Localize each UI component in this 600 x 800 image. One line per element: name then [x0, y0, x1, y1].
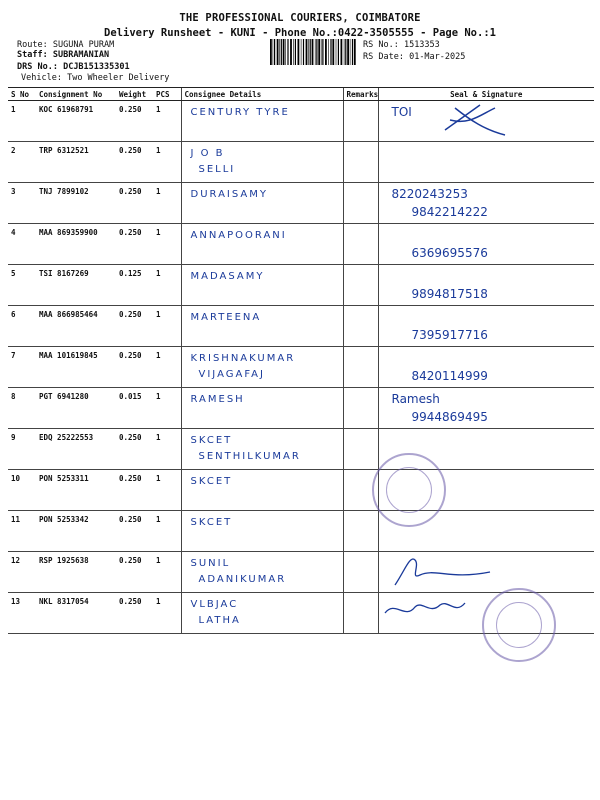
weight-cell: 0.250 — [116, 183, 153, 224]
barcode-bar — [310, 39, 311, 65]
consignee-details-cell — [181, 388, 343, 429]
col-weight-header: Weight — [116, 88, 153, 101]
table-row — [8, 224, 594, 265]
sno-cell: 5 — [8, 265, 36, 306]
weight-cell: 0.250 — [116, 593, 153, 634]
staff-line — [17, 50, 109, 60]
barcode-bar — [301, 39, 302, 65]
barcode-bar — [330, 39, 331, 65]
pcs-cell: 1 — [153, 429, 181, 470]
barcode-bar — [277, 39, 279, 65]
remarks-cell — [343, 552, 378, 593]
rs-no-value: 1513353 — [403, 40, 440, 50]
consignee-line-1: SKCET — [190, 435, 233, 446]
route-label: Route: — [17, 40, 48, 50]
weight-cell: 0.015 — [116, 388, 153, 429]
consignee-details-cell — [181, 101, 343, 142]
consignee-line-2: VIJAGAFAJ — [198, 369, 265, 380]
barcode-bar — [283, 39, 285, 65]
signature-line-1: Ramesh — [391, 392, 440, 406]
sno-cell: 3 — [8, 183, 36, 224]
barcode-bar — [274, 39, 275, 65]
consignee-line-1: MARTEENA — [190, 312, 262, 323]
drs-line — [17, 62, 130, 72]
runsheet-table — [8, 87, 594, 634]
col-details-header: Consignee Details — [181, 88, 343, 101]
consignee-details-cell — [181, 306, 343, 347]
barcode-bar — [290, 39, 292, 65]
consignee-details-cell — [181, 552, 343, 593]
remarks-cell — [343, 224, 378, 265]
table-row — [8, 265, 594, 306]
signature-area — [382, 392, 592, 428]
barcode-bar — [341, 39, 343, 65]
sno-cell: 12 — [8, 552, 36, 593]
consignment-cell: PGT 6941280 — [36, 388, 116, 429]
barcode-bar — [285, 39, 286, 65]
consignee-line-1: SUNIL — [190, 558, 231, 569]
consignee-line-2: SENTHILKUMAR — [198, 451, 301, 462]
pcs-cell: 1 — [153, 388, 181, 429]
signature-line-1: 8220243253 — [391, 187, 468, 201]
barcode-image — [270, 39, 356, 65]
seal-stamp — [372, 453, 446, 527]
remarks-cell — [343, 511, 378, 552]
pcs-cell: 1 — [153, 101, 181, 142]
pcs-cell: 1 — [153, 224, 181, 265]
signature-line-2: 8420114999 — [411, 369, 488, 383]
remarks-cell — [343, 593, 378, 634]
rs-no-line — [363, 40, 440, 50]
col-sno-header: S No — [8, 88, 36, 101]
consignee-line-2: LATHA — [198, 615, 241, 626]
weight-cell: 0.250 — [116, 224, 153, 265]
drs-value: DCJB151335301 — [63, 62, 130, 72]
weight-cell: 0.250 — [116, 470, 153, 511]
company-title: THE PROFESSIONAL COURIERS, COIMBATORE — [179, 12, 421, 24]
col-seal-header: Seal & Signature — [378, 88, 594, 101]
barcode-bar — [347, 39, 349, 65]
consignee-details-cell — [181, 470, 343, 511]
weight-cell: 0.250 — [116, 306, 153, 347]
barcode-bar — [332, 39, 334, 65]
signature-line-2: 9944869495 — [411, 410, 488, 424]
vehicle-label: Vehicle: — [21, 73, 62, 83]
barcode-bar — [298, 39, 300, 65]
barcode-bar — [328, 39, 329, 65]
sno-cell: 9 — [8, 429, 36, 470]
seal-signature-cell — [378, 347, 594, 388]
seal-signature-cell — [378, 306, 594, 347]
weight-cell: 0.125 — [116, 265, 153, 306]
sno-cell: 10 — [8, 470, 36, 511]
consignment-cell: KOC 61968791 — [36, 101, 116, 142]
staff-value: SUBRAMANIAN — [52, 50, 110, 60]
consignee-details-cell — [181, 347, 343, 388]
consignment-cell: RSP 1925638 — [36, 552, 116, 593]
table-row — [8, 183, 594, 224]
consignee-line-1: MADASAMY — [190, 271, 265, 282]
signature-line-2: 9894817518 — [411, 287, 488, 301]
table-row — [8, 388, 594, 429]
table-row — [8, 142, 594, 183]
barcode-bar — [344, 39, 345, 65]
pcs-cell: 1 — [153, 470, 181, 511]
seal-signature-cell — [378, 142, 594, 183]
remarks-cell — [343, 306, 378, 347]
staff-label: Staff: — [17, 50, 48, 60]
weight-cell: 0.250 — [116, 101, 153, 142]
consignee-details-cell — [181, 429, 343, 470]
signature-line-2: 7395917716 — [411, 328, 488, 342]
remarks-cell — [343, 347, 378, 388]
consignee-line-1: J O B — [190, 148, 225, 159]
pcs-cell: 1 — [153, 142, 181, 183]
consignee-line-1: RAMESH — [190, 394, 245, 405]
sno-cell: 8 — [8, 388, 36, 429]
sno-cell: 2 — [8, 142, 36, 183]
pcs-cell: 1 — [153, 347, 181, 388]
consignee-line-1: SKCET — [190, 476, 233, 487]
seal-signature-cell — [378, 388, 594, 429]
remarks-cell — [343, 142, 378, 183]
rs-date-line — [363, 52, 465, 62]
rs-date-label: RS Date: — [363, 52, 404, 62]
consignment-cell: PON 5253342 — [36, 511, 116, 552]
pcs-cell: 1 — [153, 306, 181, 347]
consignee-details-cell — [181, 224, 343, 265]
barcode-bar — [316, 39, 317, 65]
runsheet-subtitle: Delivery Runsheet - KUNI - Phone No.:0422-3505555 - Page No.:1 — [104, 27, 496, 39]
barcode-bar — [312, 39, 314, 65]
barcode-bar — [279, 39, 280, 65]
route-value: SUGUNA PURAM — [52, 40, 115, 50]
barcode-bar — [318, 39, 320, 65]
weight-cell: 0.250 — [116, 429, 153, 470]
vehicle-value: Two Wheeler Delivery — [67, 73, 170, 83]
consignee-line-2: ADANIKUMAR — [198, 574, 287, 585]
weight-cell: 0.250 — [116, 552, 153, 593]
sno-cell: 1 — [8, 101, 36, 142]
seal-stamp — [482, 588, 556, 662]
remarks-cell — [343, 183, 378, 224]
vehicle-line — [21, 73, 169, 83]
col-pcs-header: PCS — [153, 88, 181, 101]
consignee-details-cell — [181, 142, 343, 183]
signature-line-1: TOI — [391, 105, 412, 119]
consignment-cell: PON 5253311 — [36, 470, 116, 511]
barcode-bar — [336, 39, 337, 65]
signature-line-2: 9842214222 — [411, 205, 488, 219]
table-row — [8, 306, 594, 347]
barcode-bar — [352, 39, 353, 65]
signature-area — [382, 310, 592, 346]
remarks-cell — [343, 388, 378, 429]
barcode-bar — [281, 39, 282, 65]
remarks-cell — [343, 265, 378, 306]
consignee-line-1: CENTURY TYRE — [190, 107, 290, 118]
signature-area — [382, 269, 592, 305]
barcode-bar — [345, 39, 346, 65]
col-consignment-header: Consignment No — [36, 88, 116, 101]
sno-cell: 6 — [8, 306, 36, 347]
consignment-cell: NKL 8317054 — [36, 593, 116, 634]
barcode-bar — [315, 39, 316, 65]
consignment-cell: TRP 6312521 — [36, 142, 116, 183]
table-body — [8, 101, 594, 634]
pcs-cell: 1 — [153, 265, 181, 306]
consignment-cell: TSI 8167269 — [36, 265, 116, 306]
signature-scribble — [380, 595, 470, 623]
consignee-line-1: DURAISAMY — [190, 189, 268, 200]
signature-line-2: 6369695576 — [411, 246, 488, 260]
weight-cell: 0.250 — [116, 347, 153, 388]
pcs-cell: 1 — [153, 593, 181, 634]
consignee-details-cell — [181, 183, 343, 224]
seal-signature-cell — [378, 183, 594, 224]
table-row — [8, 470, 594, 511]
barcode-bar — [338, 39, 339, 65]
signature-area — [382, 146, 592, 182]
sno-cell: 4 — [8, 224, 36, 265]
weight-cell: 0.250 — [116, 142, 153, 183]
barcode-bar — [322, 39, 323, 65]
signature-scribble — [390, 550, 500, 590]
signature-scribble — [440, 100, 510, 140]
signature-area — [382, 187, 592, 223]
barcode-bar — [306, 39, 308, 65]
barcode-bar — [354, 39, 356, 65]
signature-area — [382, 351, 592, 387]
rs-no-label: RS No.: — [363, 40, 399, 50]
signature-area — [382, 228, 592, 264]
barcode-bar — [287, 39, 288, 65]
sno-cell: 7 — [8, 347, 36, 388]
consignee-details-cell — [181, 511, 343, 552]
barcode-bar — [293, 39, 294, 65]
barcode-bar — [270, 39, 272, 65]
barcode-bar — [295, 39, 296, 65]
barcode-bar — [273, 39, 274, 65]
consignee-line-2: SELLI — [198, 164, 236, 175]
table-row — [8, 429, 594, 470]
table-header-row — [8, 88, 594, 101]
pcs-cell: 1 — [153, 552, 181, 593]
consignee-details-cell — [181, 593, 343, 634]
table-row — [8, 511, 594, 552]
col-remarks-header: Remarks — [343, 88, 378, 101]
barcode-bar — [325, 39, 327, 65]
consignee-line-1: KRISHNAKUMAR — [190, 353, 296, 364]
drs-label: DRS No.: — [17, 62, 58, 72]
consignment-cell: EDQ 25222553 — [36, 429, 116, 470]
consignment-cell: MAA 101619845 — [36, 347, 116, 388]
consignee-line-1: SKCET — [190, 517, 233, 528]
table-row — [8, 552, 594, 593]
consignment-cell: MAA 866985464 — [36, 306, 116, 347]
remarks-cell — [343, 429, 378, 470]
consignment-cell: MAA 869359900 — [36, 224, 116, 265]
seal-signature-cell — [378, 265, 594, 306]
consignee-line-1: ANNAPOORANI — [190, 230, 287, 241]
pcs-cell: 1 — [153, 511, 181, 552]
table-row — [8, 347, 594, 388]
consignment-cell: TNJ 7899102 — [36, 183, 116, 224]
barcode-bar — [303, 39, 304, 65]
sno-cell: 11 — [8, 511, 36, 552]
remarks-cell — [343, 101, 378, 142]
barcode-bar — [308, 39, 309, 65]
sno-cell: 13 — [8, 593, 36, 634]
route-line — [17, 40, 114, 50]
barcode-bar — [350, 39, 351, 65]
weight-cell: 0.250 — [116, 511, 153, 552]
consignee-details-cell — [181, 265, 343, 306]
consignee-line-1: VLBJAC — [190, 599, 239, 610]
pcs-cell: 1 — [153, 183, 181, 224]
barcode-bar — [321, 39, 322, 65]
seal-signature-cell — [378, 224, 594, 265]
rs-date-value: 01-Mar-2025 — [409, 52, 466, 62]
